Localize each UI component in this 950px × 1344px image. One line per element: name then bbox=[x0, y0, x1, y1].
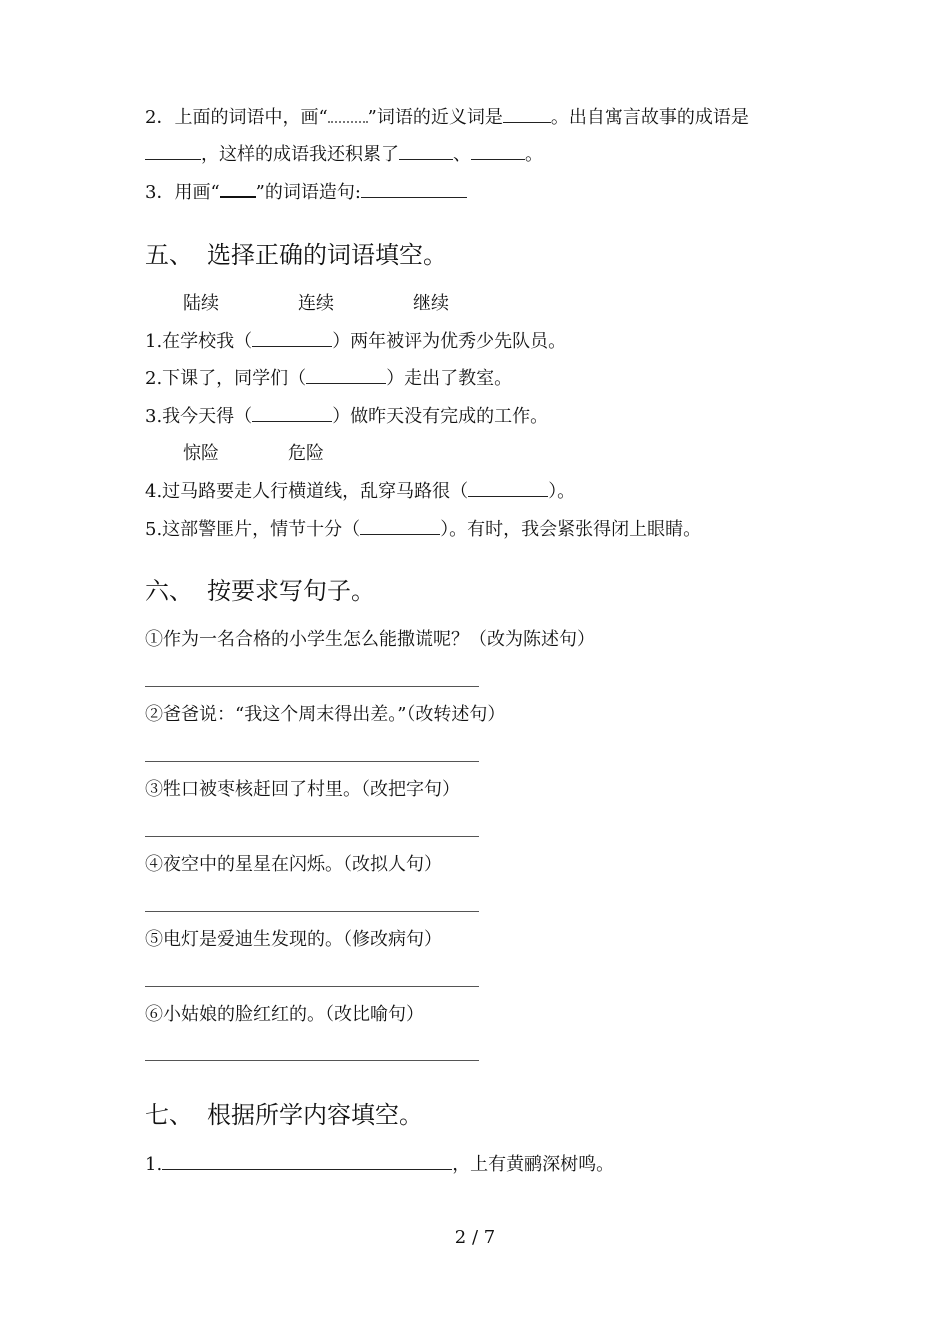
answer-blank[interactable] bbox=[252, 332, 332, 347]
wavy-underline-mark bbox=[328, 109, 368, 123]
answer-line[interactable] bbox=[145, 986, 479, 987]
answer-line[interactable] bbox=[145, 911, 479, 912]
question-5-1: 1.在学校我（ ）两年被评为优秀少先队员。 bbox=[145, 331, 567, 352]
answer-blank[interactable] bbox=[503, 108, 551, 123]
answer-blank[interactable] bbox=[360, 520, 440, 535]
page-number: 2 / 7 bbox=[454, 1227, 496, 1248]
question-4-2-line2: ，这样的成语我还积累了 、 。 bbox=[145, 143, 543, 167]
answer-line[interactable] bbox=[145, 686, 479, 687]
sentence-task-6: ⑥小姑娘的脸红红的。（改比喻句） bbox=[145, 1004, 424, 1025]
question-5-4: 4.过马路要走人行横道线，乱穿马路很（ ）。 bbox=[145, 481, 576, 502]
section-6-heading: 六、 按要求写句子。 bbox=[145, 577, 375, 605]
word-choice: 惊险 bbox=[183, 443, 219, 464]
answer-blank[interactable] bbox=[468, 482, 548, 497]
question-5-2: 2.下课了，同学们（ ）走出了教室。 bbox=[145, 368, 513, 389]
answer-blank[interactable] bbox=[399, 145, 453, 160]
sentence-task-5: ⑤电灯是爱迪生发现的。（修改病句） bbox=[145, 929, 442, 950]
answer-blank[interactable] bbox=[145, 145, 201, 160]
answer-line[interactable] bbox=[145, 761, 479, 762]
answer-blank[interactable] bbox=[162, 1155, 452, 1170]
question-7-1: 1. ，上有黄鹂深树鸣。 bbox=[145, 1154, 615, 1175]
word-choice: 继续 bbox=[413, 293, 449, 314]
sentence-task-1: ①作为一名合格的小学生怎么能撒谎呢？（改为陈述句） bbox=[145, 629, 595, 650]
question-4-2-line1: 2．上面的词语中，画“ ”词语的近义词是 。出自寓言故事的成语是 bbox=[145, 107, 749, 128]
answer-line[interactable] bbox=[145, 1060, 479, 1061]
section-7-heading: 七、 根据所学内容填空。 bbox=[145, 1101, 423, 1129]
question-4-3: 3．用画“ ”的词语造句: bbox=[145, 181, 467, 205]
sentence-task-3: ③牲口被枣核赶回了村里。（改把字句） bbox=[145, 779, 460, 800]
answer-line[interactable] bbox=[145, 836, 479, 837]
question-5-3: 3.我今天得（ ）做昨天没有完成的工作。 bbox=[145, 406, 549, 427]
sentence-task-4: ④夜空中的星星在闪烁。（改拟人句） bbox=[145, 854, 442, 875]
section-5-heading: 五、 选择正确的词语填空。 bbox=[145, 241, 447, 269]
sentence-task-2: ②爸爸说：“我这个周末得出差。”（改转述句） bbox=[145, 704, 506, 725]
answer-blank[interactable] bbox=[306, 369, 386, 384]
word-choice: 陆续 bbox=[183, 293, 219, 314]
word-choice: 连续 bbox=[298, 293, 334, 314]
word-choice: 危险 bbox=[288, 443, 324, 464]
straight-underline-mark bbox=[220, 184, 256, 198]
answer-blank[interactable] bbox=[361, 183, 467, 198]
answer-blank[interactable] bbox=[252, 407, 332, 422]
answer-blank[interactable] bbox=[471, 145, 525, 160]
question-5-5: 5.这部警匪片，情节十分（ ）。有时，我会紧张得闭上眼睛。 bbox=[145, 519, 702, 540]
